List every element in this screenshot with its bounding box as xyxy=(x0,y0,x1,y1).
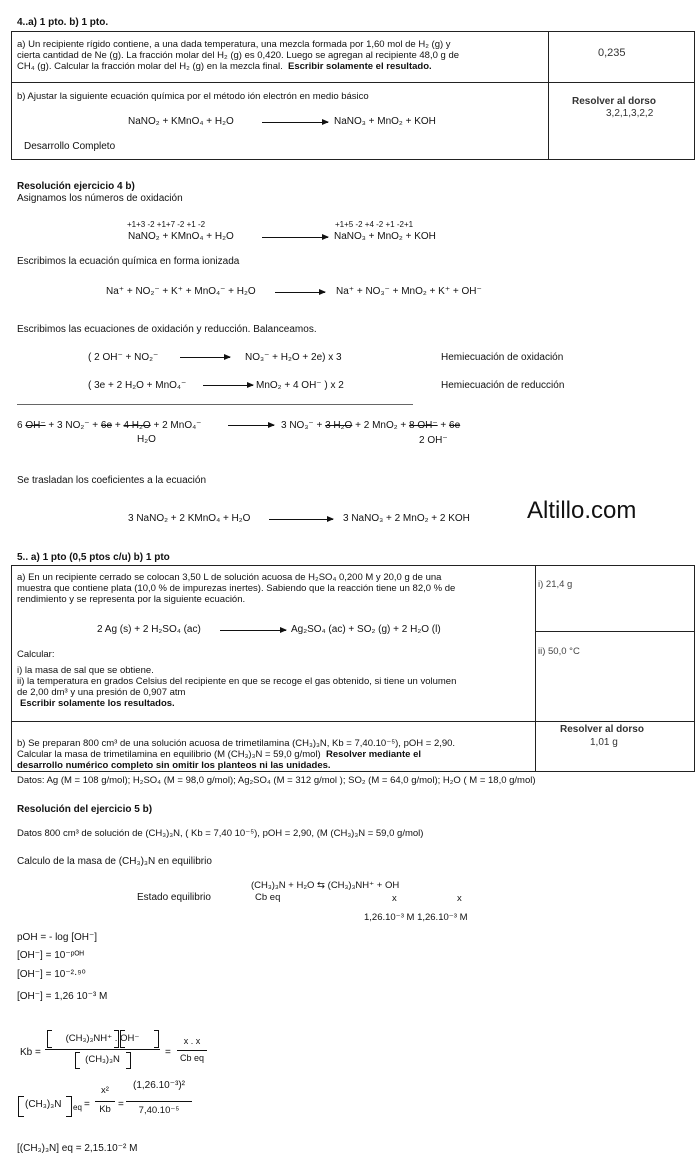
res5-title: Resolución del ejercicio 5 b) xyxy=(17,804,153,815)
res4-eq-right: NaNO₃ + MnO₂ + KOH xyxy=(334,231,436,242)
res4-ox-half-label: Hemiecuación de oxidación xyxy=(441,352,564,363)
res5-c-denominator: Kb xyxy=(99,1104,111,1115)
res5-calc-title: Calculo de la masa de (CH₃)₃N en equilibrio xyxy=(17,856,212,867)
q4b-development: Desarrollo Completo xyxy=(24,141,116,152)
q4-table-divider xyxy=(548,31,549,160)
res5-eq-row-label: Estado equilibrio xyxy=(137,892,211,903)
res4-arrow-icon xyxy=(262,237,328,238)
res4-step3: Escribimos las ecuaciones de oxidación y reducción. Balanceamos. xyxy=(17,324,317,335)
res4-step1: Asignamos los números de oxidación xyxy=(17,193,183,204)
res5-c-equals: = xyxy=(84,1099,90,1110)
res5-c-line xyxy=(95,1101,115,1102)
q5-header: 5.. a) 1 pto (0,5 ptos c/u) b) 1 pto xyxy=(17,552,170,563)
res4-final-right: 3 NaNO₃ + 2 MnO₂ + 2 KOH xyxy=(343,513,470,524)
q5a-arrow-icon xyxy=(220,630,286,631)
res5-poh1: pOH = - log [OH⁻] xyxy=(17,932,98,943)
res5-eq-cb: Cb eq xyxy=(255,892,281,903)
q4b-text: b) Ajustar la siguiente ecuación química por el método ión electrón en medio básico xyxy=(17,91,369,102)
res5-c-bracket-close xyxy=(66,1096,72,1117)
q4b-answer-title: Resolver al dorso xyxy=(572,96,656,107)
res5-kb-r-line xyxy=(177,1050,207,1051)
q4-header: 4..a) 1 pto. b) 1 pto. xyxy=(17,17,109,28)
res4-title: Resolución ejercicio 4 b) xyxy=(17,181,135,192)
res4-step2: Escribimos la ecuación química en forma ionizada xyxy=(17,256,240,267)
res4-step4: Se trasladan los coeficientes a la ecuación xyxy=(17,475,207,486)
q5-answer-divider xyxy=(535,631,695,632)
q5a-answer-i: i) 21,4 g xyxy=(538,579,573,590)
res5-poh3: [OH⁻] = 10⁻²·⁹⁰ xyxy=(17,969,86,980)
res4-sum-left-sub: H₂O xyxy=(137,434,156,445)
res4-oxnum-left: +1+3 -2 +1+7 -2 +1 -2 xyxy=(127,220,206,229)
res5-bracket-close-2 xyxy=(154,1030,159,1048)
q4b-eq-right: NaNO₃ + MnO₂ + KOH xyxy=(334,116,436,127)
res5-c-numerator: x² xyxy=(101,1085,109,1096)
res5-poh2: [OH⁻] = 10⁻ᵖᴼᴴ xyxy=(17,950,84,961)
q5b-text: b) Se preparan 800 cm³ de una solución acuosa de trimetilamina (CH₃)₃N, Kb = 7,40.10⁻⁵), pOH = 2,90. Calcular la masa de trimetilamina en equilibrio (M (CH₃)₃N = 59,0 g/mol) Resolver mediante el desarrollo numérico completo sin omitir los planteos ni las unidades. xyxy=(17,738,456,771)
res4-sum-right: 3 NO₃⁻ + 3 H₂O + 2 MnO₂ + 8 OH⁻ + 6e xyxy=(281,420,461,431)
q5-table-divider xyxy=(535,565,536,772)
res5-kb-equals: = xyxy=(165,1047,171,1058)
res5-eq-x2: x xyxy=(457,893,462,904)
q5a-answer-ii: ii) 50,0 °C xyxy=(538,646,580,657)
res4-final-arrow-icon xyxy=(269,519,333,520)
res5-eq-x1: x xyxy=(392,893,397,904)
watermark-logo: Altillo.com xyxy=(527,497,637,524)
res5-bracket-open-2 xyxy=(120,1030,125,1048)
res5-c-label: (CH₃)₃N xyxy=(25,1099,62,1110)
q5b-answer-title: Resolver al dorso xyxy=(560,724,644,735)
res4-red-half-label: Hemiecuación de reducción xyxy=(441,380,565,391)
res4-sum-left: 6 OH⁻ + 3 NO₂⁻ + 6e + 4 H₂O + 2 MnO₄⁻ xyxy=(17,420,202,431)
res4-ion-right: Na⁺ + NO₃⁻ + MnO₂ + K⁺ + OH⁻ xyxy=(336,286,482,297)
res5-kb-r-denominator: Cb eq xyxy=(179,1053,205,1063)
res5-bracket-open-3 xyxy=(75,1052,80,1069)
res4-sum-divider xyxy=(17,404,413,405)
q5-datos: Datos: Ag (M = 108 g/mol); H₂SO₄ (M = 98,0 g/mol); Ag₂SO₄ (M = 312 g/mol ); SO₂ (M = 64,0 g/mol); H₂O ( M = 18,0 g/mol) xyxy=(17,775,536,786)
res4-sum-right-sub: 2 OH⁻ xyxy=(419,435,448,446)
res5-eq-header: (CH₃)₃N + H₂O ⇆ (CH₃)₃NH⁺ + OH xyxy=(251,880,400,891)
res5-kb-label: Kb = xyxy=(20,1047,41,1058)
res4-red-half-left: ( 3e + 2 H₂O + MnO₄⁻ xyxy=(88,380,187,391)
res5-kb-fraction-line xyxy=(45,1049,160,1050)
res5-c-equals-2: = xyxy=(118,1099,124,1110)
q5b-answer: 1,01 g xyxy=(590,737,618,748)
q4b-eq-left: NaNO₂ + KMnO₄ + H₂O xyxy=(128,116,234,127)
q4a-answer: 0,235 xyxy=(598,47,626,59)
q5a-text: a) En un recipiente cerrado se colocan 3,50 L de solución acuosa de H₂SO₄ 0,200 M y 20,0 g de una muestra que contiene plata (10,0 % de impurezas inertes). Sabiendo que la reacción tiene un 82,0 % de rendimiento y se representa por la siguiente ecuación. xyxy=(17,572,456,605)
res5-c-line-2 xyxy=(126,1101,192,1102)
res5-kb-denominator: (CH₃)₃N xyxy=(85,1054,120,1065)
res4-eq-left: NaNO₂ + KMnO₄ + H₂O xyxy=(128,231,234,242)
res5-bracket-open-1 xyxy=(47,1030,52,1048)
res4-ion-left: Na⁺ + NO₂⁻ + K⁺ + MnO₄⁻ + H₂O xyxy=(106,286,256,297)
res4-final-left: 3 NaNO₂ + 2 KMnO₄ + H₂O xyxy=(128,513,251,524)
res5-kb-numerator: (CH₃)₃NH⁺ . OH⁻ xyxy=(65,1033,140,1044)
res5-c-denominator-2: 7,40.10⁻⁵ xyxy=(138,1105,180,1116)
res4-ox-half-left: ( 2 OH⁻ + NO₂⁻ xyxy=(88,352,159,363)
res4-red-half-right: MnO₂ + 4 OH⁻ ) x 2 xyxy=(256,380,344,391)
res5-final: [(CH₃)₃N] eq = 2,15.10⁻² M xyxy=(17,1143,138,1154)
res4-ox-arrow-icon xyxy=(180,357,230,358)
res4-red-arrow-icon xyxy=(203,385,253,386)
res5-poh4: [OH⁻] = 1,26 10⁻³ M xyxy=(17,991,108,1002)
res4-ox-half-right: NO₃⁻ + H₂O + 2e) x 3 xyxy=(245,352,342,363)
res5-kb-r-numerator: x . x xyxy=(183,1036,201,1046)
q4-table-row-divider xyxy=(11,82,695,83)
q5a-eq-right: Ag₂SO₄ (ac) + SO₂ (g) + 2 H₂O (l) xyxy=(291,624,441,635)
q5a-eq-left: 2 Ag (s) + 2 H₂SO₄ (ac) xyxy=(97,624,201,635)
q5a-calc: Calcular: i) la masa de sal que se obtiene. ii) la temperatura en grados Celsius del recipiente en que se recoge el gas obtenido, si tiene un volumen de 2,00 dm³ y una presión de 0,907 atm Escribir solamente los resultados. xyxy=(17,649,457,709)
res4-oxnum-right: +1+5 -2 +4 -2 +1 -2+1 xyxy=(335,220,414,229)
res5-eq-vals: 1,26.10⁻³ M 1,26.10⁻³ M xyxy=(364,912,468,923)
res5-bracket-close-3 xyxy=(126,1052,131,1069)
res5-c-sub: eq xyxy=(73,1103,82,1112)
q4a-text: a) Un recipiente rígido contiene, a una dada temperatura, una mezcla formada por 1,60 mol de H₂ (g) y cierta cantidad de Ne (g). La fracción molar del H₂ (g) es 0,420. Luego se agregan al recipiente 48,0 g de CH₄ (g). Calcular la fracción molar del H₂ (g) en la mezcla final. Escribir solamente el resultado. xyxy=(17,39,460,72)
res4-sum-arrow-icon xyxy=(228,425,274,426)
res4-ion-arrow-icon xyxy=(275,292,325,293)
q5-row-divider xyxy=(11,721,695,722)
res5-bracket-close-1 xyxy=(114,1030,119,1048)
q4b-answer: 3,2,1,3,2,2 xyxy=(606,108,654,119)
res5-datos: Datos 800 cm³ de solución de (CH₃)₃N, ( Kb = 7,40 10⁻⁵), pOH = 2,90, (M (CH₃)₃N = 59,0 g/mol) xyxy=(17,828,424,839)
res5-c-numerator-2: (1,26.10⁻³)² xyxy=(133,1080,185,1091)
res5-c-bracket-open xyxy=(18,1096,24,1117)
q4b-arrow-icon xyxy=(262,122,328,123)
